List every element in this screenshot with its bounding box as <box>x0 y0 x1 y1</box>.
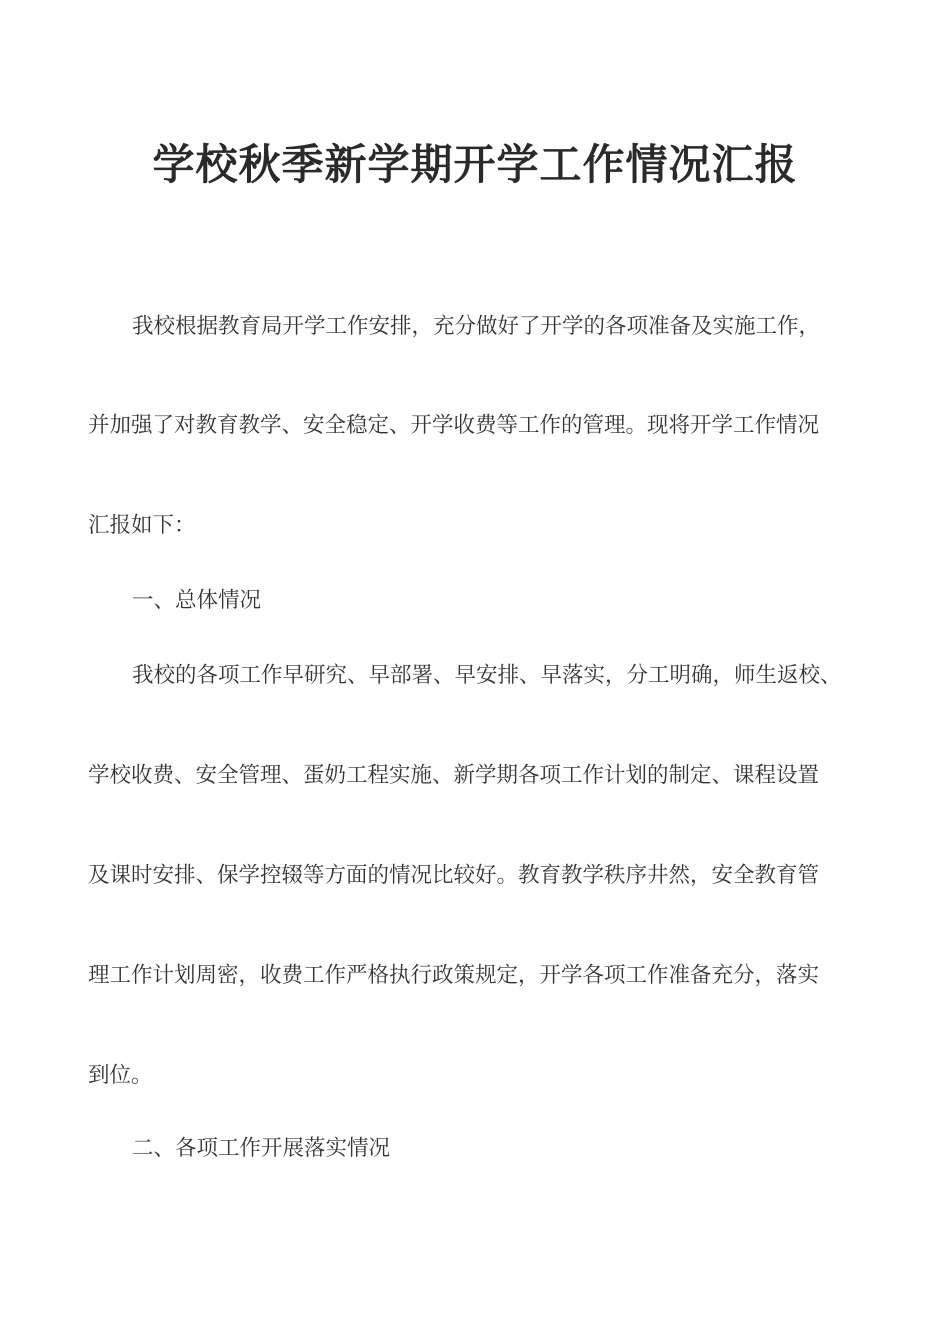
section-heading: 一、总体情况 <box>132 588 262 613</box>
paragraph-line: 我校根据教育局开学工作安排，充分做好了开学的各项准备及实施工作， <box>132 314 821 339</box>
paragraph-line: 及课时安排、保学控辍等方面的情况比较好。教育教学秩序井然，安全教育管 <box>88 863 820 888</box>
paragraph-line: 并加强了对教育教学、安全稳定、开学收费等工作的管理。现将开学工作情况 <box>88 413 820 438</box>
paragraph-line: 汇报如下： <box>88 513 196 538</box>
paragraph-line: 我校的各项工作早研究、早部署、早安排、早落实，分工明确，师生返校、 <box>132 663 842 688</box>
paragraph-line: 到位。 <box>88 1063 153 1088</box>
paragraph-line: 学校收费、安全管理、蛋奶工程实施、新学期各项工作计划的制定、课程设置 <box>88 763 820 788</box>
section-heading: 二、各项工作开展落实情况 <box>132 1136 391 1161</box>
paragraph-line: 理工作计划周密，收费工作严格执行政策规定，开学各项工作准备充分，落实 <box>88 963 820 988</box>
document-title: 学校秋季新学期开学工作情况汇报 <box>152 140 798 189</box>
